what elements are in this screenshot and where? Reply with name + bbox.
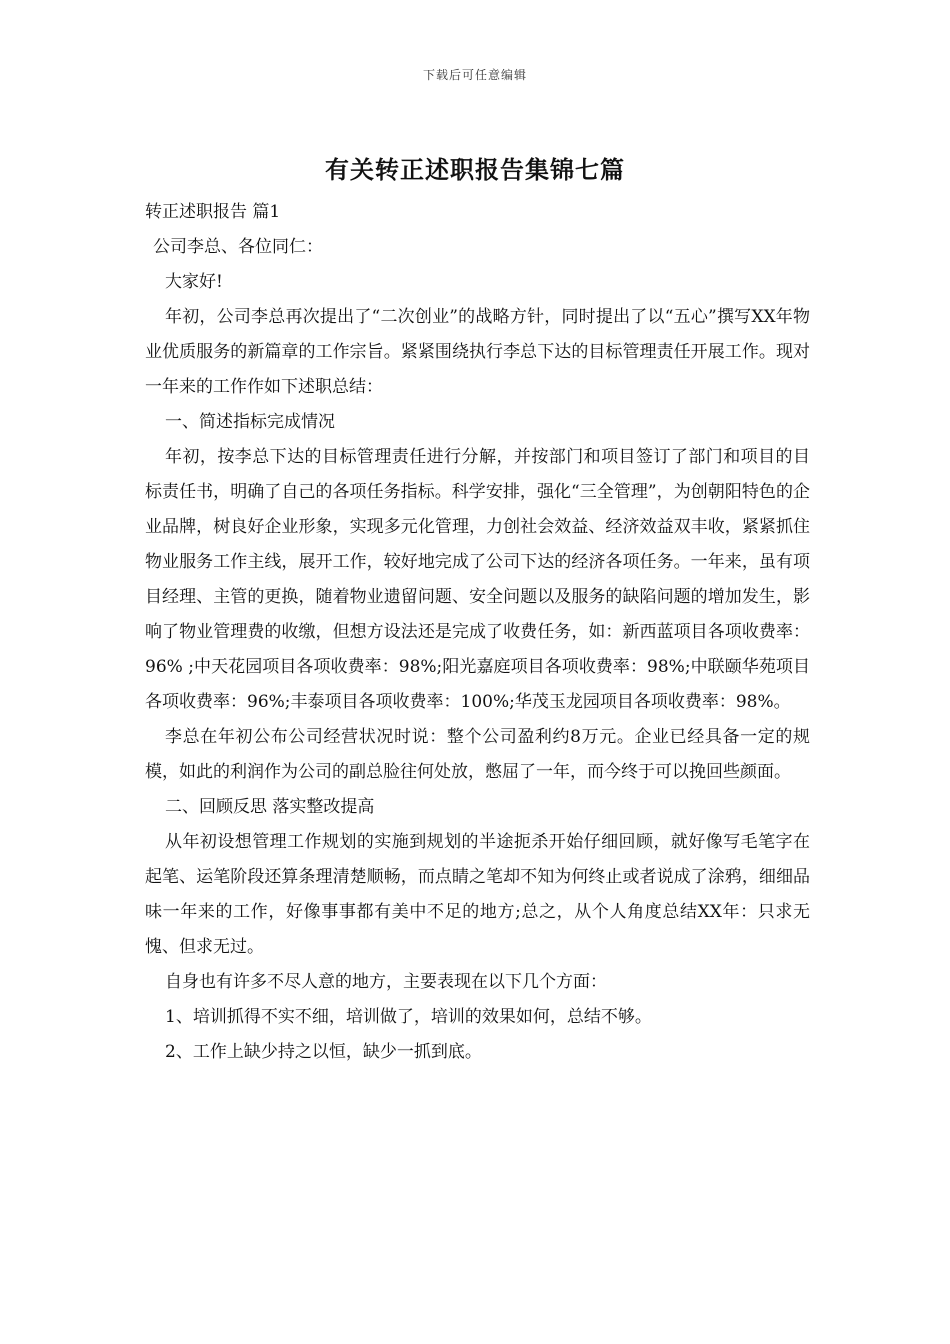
report-subtitle: 转正述职报告 篇1	[145, 202, 281, 222]
document-title: 有关转正述职报告集锦七篇	[325, 155, 625, 184]
paragraph-intro: 年初，公司李总再次提出了“二次创业”的战略方针，同时提出了以“五心”撰写XX年物业优质服务的新篇章的工作宗旨。紧紧围绕执行李总下达的目标管理责任开展工作。现对一年来的工作作如下述职总结：	[145, 307, 810, 397]
section-heading-2: 二、回顾反思 落实整改提高	[165, 797, 375, 817]
section-heading-1: 一、简述指标完成情况	[165, 412, 335, 432]
download-note: 下载后可任意编辑	[422, 68, 527, 82]
salutation: 公司李总、各位同仁：	[153, 237, 323, 257]
paragraph-targets: 年初，按李总下达的目标管理责任进行分解，并按部门和项目签订了部门和项目的目标责任书，明确了自己的各项任务指标。科学安排，强化“三全管理”，为创朝阳特色的企业品牌，树良好企业形象，实现多元化管理，力创社会效益、经济效益双丰收，紧紧抓住物业服务工作主线，展开工作，较好地完成了公司下达的经济各项任务。一年来，虽有项目经理、主管的更换，随着物业遗留问题、安全问题以及服务的缺陷问题的增加发生，影响了物业管理费的收缴，但想方设法还是完成了收费任务，如：新西蓝项目各项收费率：96% ;中天花园项目各项收费率：98%;阳光嘉庭项目各项收费率：98%;中联颐华苑项目各项收费率：96%;丰泰项目各项收费率：100%;华茂玉龙园项目各项收费率：98%。	[145, 447, 810, 712]
list-item-2: 2、工作上缺少持之以恒，缺少一抓到底。	[165, 1042, 482, 1062]
document-body	[145, 195, 810, 1070]
list-item-1: 1、培训抓得不实不细，培训做了，培训的效果如何，总结不够。	[165, 1007, 652, 1027]
paragraph-review: 从年初设想管理工作规划的实施到规划的半途扼杀开始仔细回顾，就好像写毛笔字在起笔、运笔阶段还算条理清楚顺畅，而点睛之笔却不知为何终止或者说成了涂鸦，细细品味一年来的工作，好像事事都有美中不足的地方;总之，从个人角度总结XX年：只求无愧、但求无过。	[145, 832, 810, 957]
greeting: 大家好!	[165, 272, 223, 292]
paragraph-shortcomings: 自身也有许多不尽人意的地方，主要表现在以下几个方面：	[165, 972, 607, 992]
paragraph-profit: 李总在年初公布公司经营状况时说：整个公司盈利约8万元。企业已经具备一定的规模，如此的利润作为公司的副总脸往何处放，憋屈了一年，而今终于可以挽回些颜面。	[145, 727, 810, 782]
